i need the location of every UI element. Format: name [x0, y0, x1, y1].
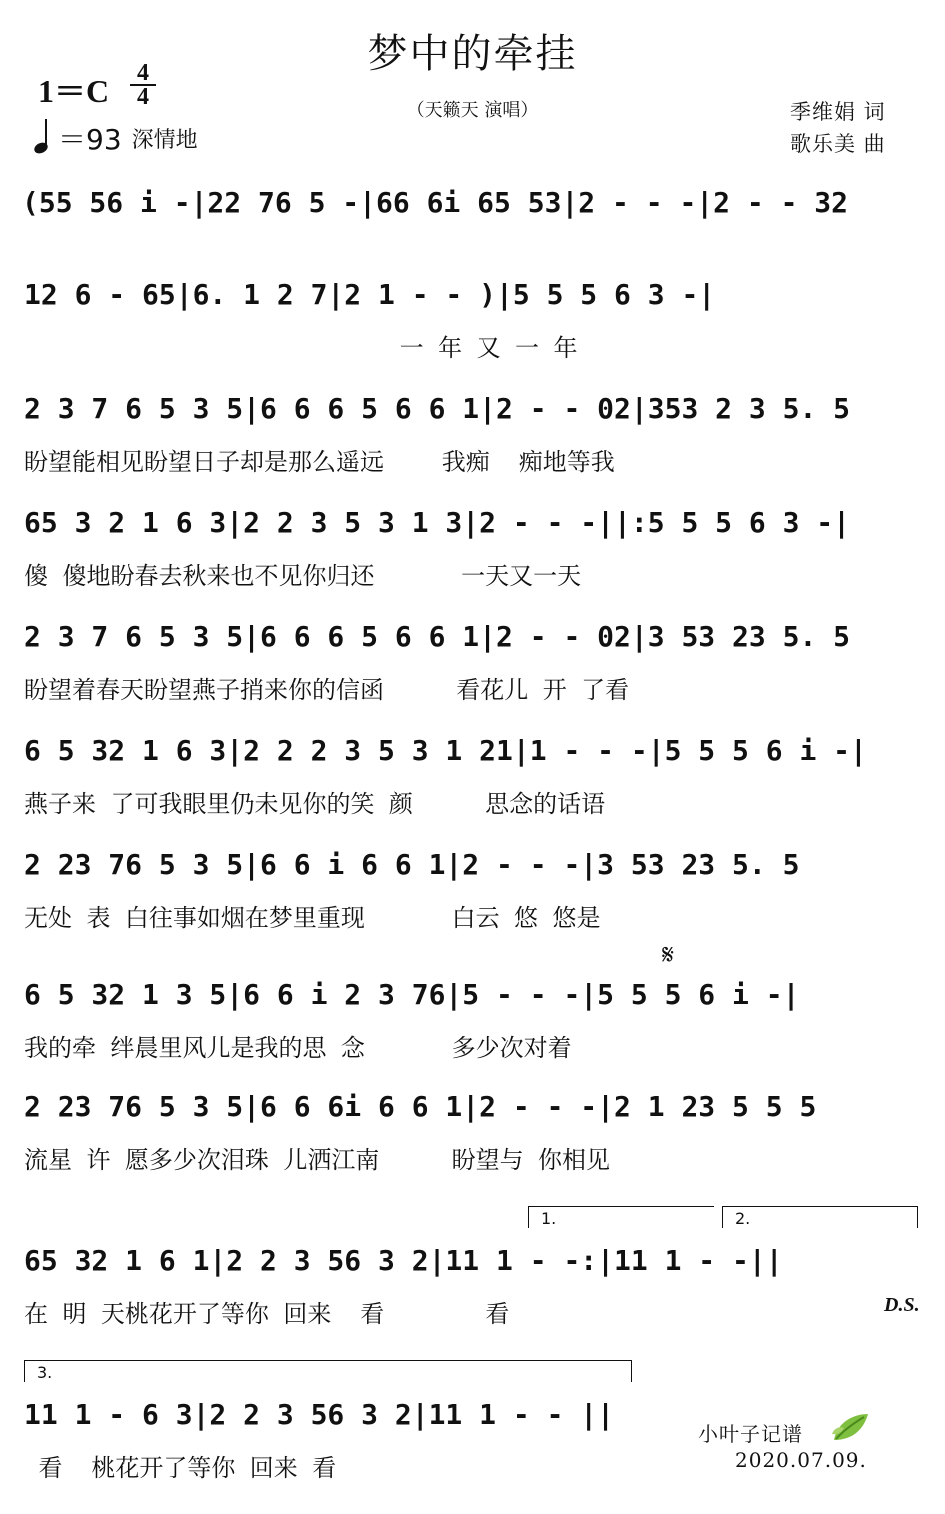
notation-line: 65 3 2 1 6 3|2 2 3 5 3 1 3|2 - - -||:5 5 5 6 3 -| [24, 506, 851, 539]
notation-line: 2 3 7 6 5 3 5|6 6 6 5 6 6 1|2 - - 02|353 2 3 5. 5 [24, 392, 851, 425]
lyrics-line: 盼望能相见盼望日子却是那么遥远 我痴 痴地等我 [24, 448, 615, 476]
notation-line: 6 5 32 1 6 3|2 2 2 3 5 3 1 21|1 - - -|5 5 5 6 i -| [24, 734, 867, 767]
tempo-value: ＝93 [58, 123, 122, 156]
volta-bracket-1 [528, 1206, 714, 1228]
transcriber-name: 小叶子记谱 [698, 1422, 803, 1446]
lyricist-credit: 季维娟 词 [790, 100, 886, 124]
performer-note: （天籁天 演唱） [406, 100, 539, 121]
expression-marking: 深情地 [131, 127, 198, 153]
notation-line: 2 3 7 6 5 3 5|6 6 6 5 6 6 1|2 - - 02|3 53 23 5. 5 [24, 620, 851, 653]
time-signature-bottom: 4 [137, 84, 149, 110]
lyrics-line: 一 年 又 一 年 [24, 334, 578, 362]
lyrics-line: 傻 傻地盼春去秋来也不见你归还 一天又一天 [24, 562, 582, 590]
leaf-icon [830, 1410, 870, 1444]
lyrics-line: 燕子来 了可我眼里仍未见你的笑 颜 思念的话语 [24, 790, 606, 818]
lyrics-line: 无处 表 白往事如烟在梦里重现 白云 悠 悠是 [24, 904, 601, 932]
key-signature: 1＝C [38, 73, 110, 109]
song-title: 梦中的牵挂 [367, 31, 578, 77]
volta-bracket-2 [722, 1206, 918, 1228]
volta-label: 1. [541, 1209, 557, 1228]
volta-label: 2. [735, 1209, 751, 1228]
segno-sign: 𝄋 [662, 938, 675, 971]
lyrics-line: 盼望着春天盼望燕子捎来你的信函 看花儿 开 了看 [24, 676, 630, 704]
volta-label: 3. [37, 1363, 53, 1382]
notation-line: 65 32 1 6 1|2 2 3 56 3 2|11 1 - -:|11 1 - -|| [24, 1244, 783, 1277]
time-signature [130, 62, 156, 108]
notation-line: 6 5 32 1 3 5|6 6 i 2 3 76|5 - - -|5 5 5 6 i -| [24, 978, 800, 1011]
tempo-marking [32, 118, 198, 158]
notation-line: (55 56 i -|22 76 5 -|66 6i 65 53|2 - - -|2 - - 32 [22, 186, 849, 219]
lyrics-line: 看 桃花开了等你 回来 看 [24, 1454, 337, 1482]
volta-bracket-3 [24, 1360, 632, 1382]
composer-credit: 歌乐美 曲 [790, 132, 886, 156]
notation-line: 2 23 76 5 3 5|6 6 6i 6 6 1|2 - - -|2 1 23 5 5 5 [24, 1090, 817, 1123]
lyrics-line: 流星 许 愿多少次泪珠 儿洒江南 盼望与 你相见 [24, 1146, 611, 1174]
notation-line: 11 1 - 6 3|2 2 3 56 3 2|11 1 - - || [24, 1398, 615, 1431]
notation-line: 12 6 - 65|6. 1 2 7|2 1 - - )|5 5 5 6 3 -| [24, 278, 716, 311]
notation-line: 2 23 76 5 3 5|6 6 i 6 6 1|2 - - -|3 53 23 5. 5 [24, 848, 800, 881]
transcription-date: 2020.07.09. [735, 1448, 867, 1472]
quarter-note-icon [32, 119, 54, 157]
lyrics-line: 在 明 天桃花开了等你 回来 看 看 [24, 1300, 510, 1328]
time-signature-top: 4 [130, 62, 156, 86]
dal-segno-mark: D.S. [884, 1294, 920, 1316]
lyrics-line: 我的牵 绊晨里风儿是我的思 念 多少次对着 [24, 1034, 572, 1062]
